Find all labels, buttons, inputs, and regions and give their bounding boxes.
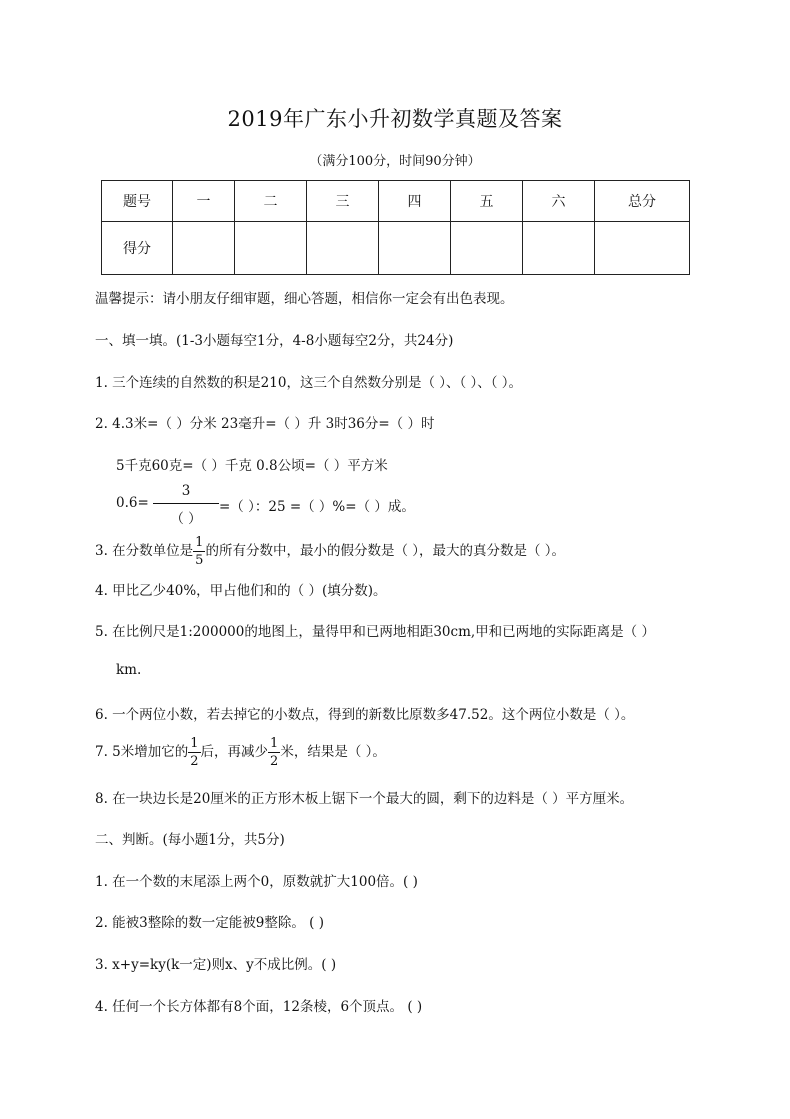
score-table-header-cell: 题号	[102, 181, 173, 222]
question-1-3-suffix: 的所有分数中，最小的假分数是（ ），最大的真分数是（ ）。	[205, 543, 566, 559]
question-1-7-mid: 后，再减少	[200, 744, 269, 760]
question-2-1: 1. 在一个数的末尾添上两个0，原数就扩大100倍。( )	[95, 874, 418, 890]
question-2-2: 2. 能被3整除的数一定能被9整除。 ( )	[95, 915, 324, 931]
fraction-numerator: 3	[181, 483, 191, 499]
question-1-5-line2: km.	[116, 662, 142, 678]
question-1-2-line2: 5千克60克=（ ）千克 0.8公顷=（ ）平方米	[116, 458, 388, 474]
score-table-header-row	[102, 181, 690, 222]
question-1-3-prefix: 3. 在分数单位是	[95, 543, 194, 559]
fraction	[153, 483, 219, 527]
score-table-header-cell: 三	[307, 181, 379, 222]
question-1-2-line3-suffix: =（ ）：25 =（ ）%=（ ）成。	[219, 499, 415, 515]
page-subtitle: （满分100分，时间90分钟）	[309, 154, 481, 169]
fraction-numerator: 1	[270, 736, 279, 751]
question-1-2-line3-prefix: 0.6=	[116, 495, 149, 511]
score-cell	[235, 222, 307, 275]
page-title: 2019年广东小升初数学真题及答案	[227, 107, 563, 131]
score-cell	[595, 222, 690, 275]
question-1-7-prefix: 7. 5米增加它的	[95, 744, 189, 760]
question-2-3: 3. x+y=ky(k一定)则x、y不成比例。( )	[95, 957, 337, 973]
score-cell	[451, 222, 523, 275]
question-1-1: 1. 三个连续的自然数的积是210，这三个自然数分别是（ ）、（ ）、（ ）。	[95, 375, 523, 391]
question-1-7-suffix: 米，结果是（ ）。	[280, 744, 386, 760]
fraction	[268, 737, 280, 768]
fraction	[188, 737, 200, 768]
question-1-4: 4. 甲比乙少40%，甲占他们和的（ ）(填分数)。	[95, 583, 387, 599]
fraction-denominator: （ ）	[153, 503, 219, 527]
score-cell	[307, 222, 379, 275]
fraction-numerator: 1	[195, 535, 204, 550]
score-table-header-cell: 六	[523, 181, 595, 222]
question-1-3	[95, 536, 565, 567]
score-table-header-cell: 四	[379, 181, 451, 222]
score-cell	[173, 222, 235, 275]
question-2-4: 4. 任何一个长方体都有8个面，12条棱，6个顶点。 ( )	[95, 999, 423, 1015]
score-table-header-cell: 二	[235, 181, 307, 222]
score-cell	[379, 222, 451, 275]
score-table-header-cell: 五	[451, 181, 523, 222]
fraction	[193, 536, 205, 567]
section1-heading: 一、填一填。(1-3小题每空1分，4-8小题每空2分，共24分)	[95, 333, 454, 349]
fraction-denominator: 2	[270, 754, 279, 769]
score-table-header-cell: 总分	[595, 181, 690, 222]
question-1-5-line1: 5. 在比例尺是1:200000的地图上，量得甲和已两地相距30cm,甲和已两地的实际距离是（ ）	[95, 624, 655, 640]
score-cell	[523, 222, 595, 275]
question-1-6: 6. 一个两位小数，若去掉它的小数点，得到的新数比原数多47.52。这个两位小数是（ ）。	[95, 707, 635, 723]
score-table	[101, 180, 690, 275]
score-row-label: 得分	[102, 222, 173, 275]
fraction-numerator: 1	[190, 736, 199, 751]
fraction-denominator: 5	[195, 553, 204, 568]
fraction-denominator: 2	[190, 754, 199, 769]
score-table-header-cell: 一	[173, 181, 235, 222]
question-1-2-line1: 2. 4.3米=（ ）分米 23毫升=（ ）升 3时36分=（ ）时	[95, 416, 435, 432]
question-1-8: 8. 在一块边长是20厘米的正方形木板上锯下一个最大的圆，剩下的边料是（ ）平方厘米。	[95, 791, 634, 807]
section2-heading: 二、判断。(每小题1分，共5分)	[95, 832, 285, 848]
score-table-score-row	[102, 222, 690, 275]
tip-text: 温馨提示：请小朋友仔细审题，细心答题，相信你一定会有出色表现。	[95, 291, 514, 307]
question-1-7	[95, 737, 386, 768]
